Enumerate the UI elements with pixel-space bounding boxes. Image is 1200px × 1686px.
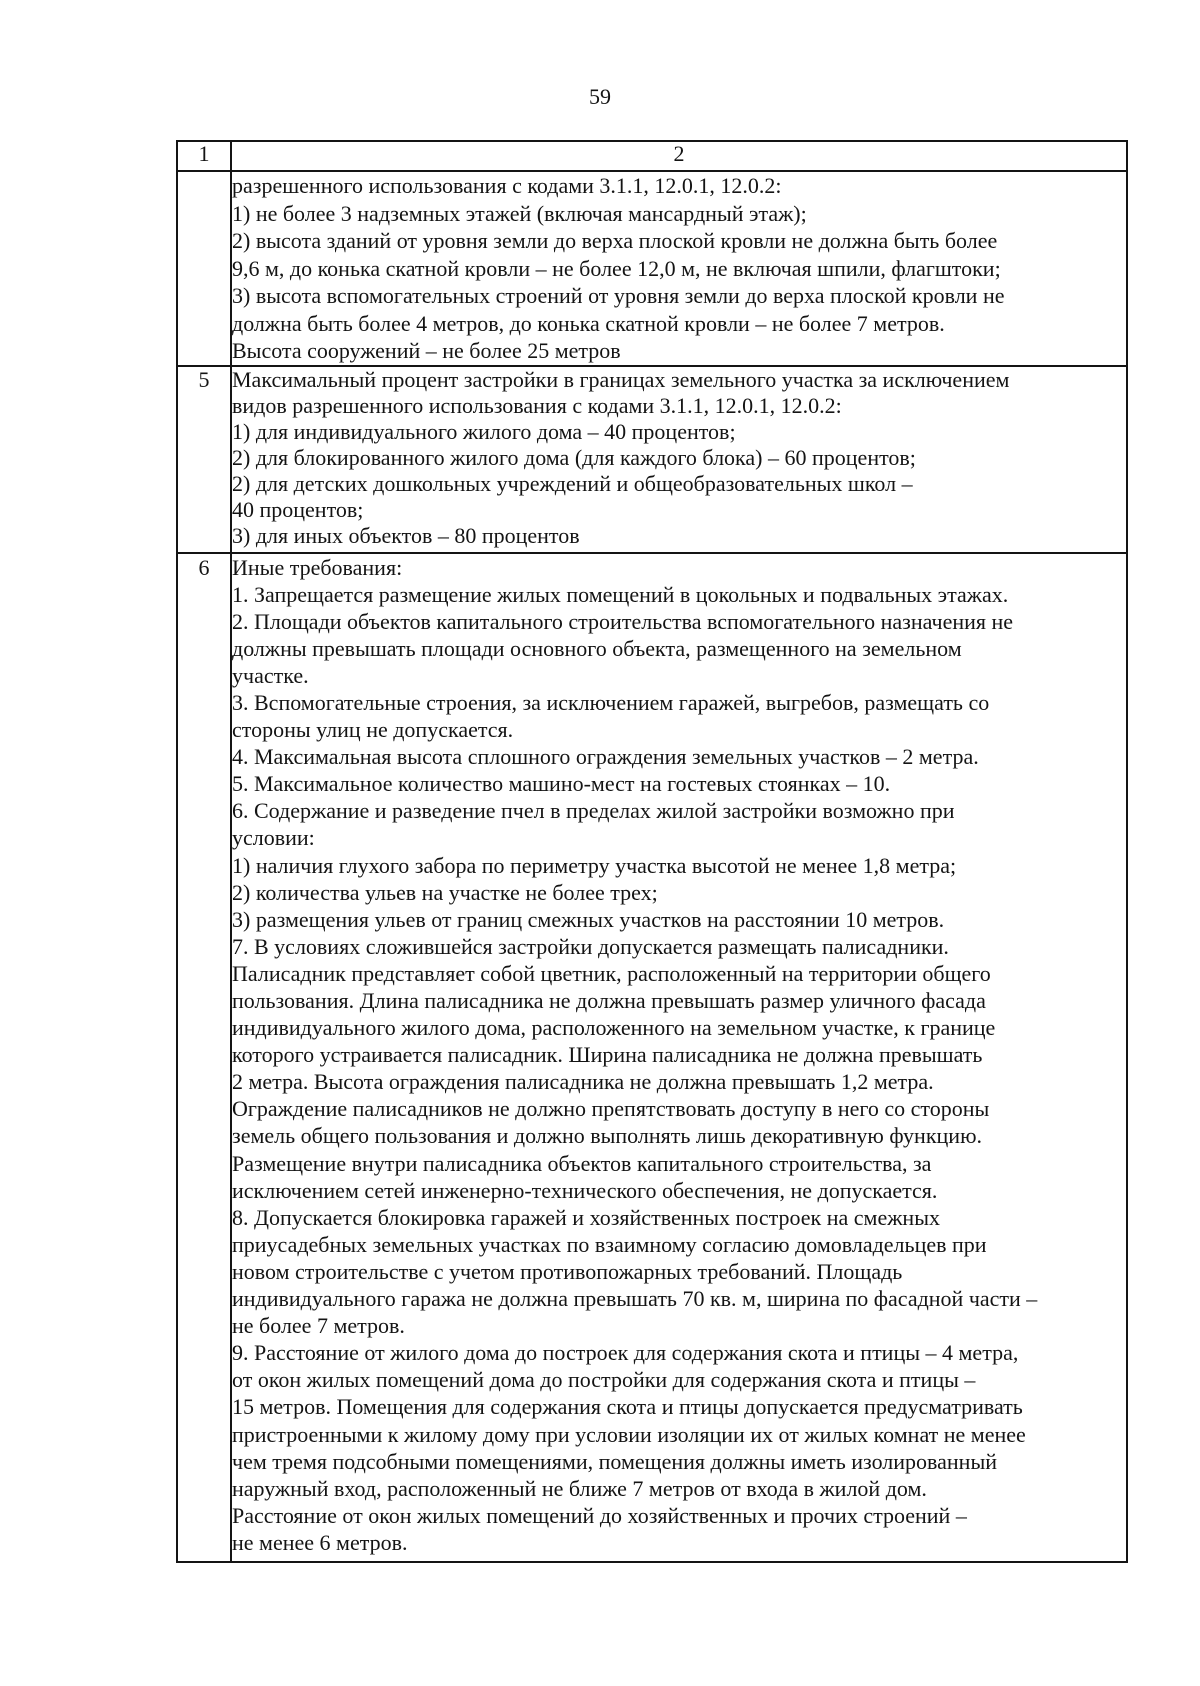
text-line: 1) не более 3 надземных этажей (включая мансардный этаж); [232, 200, 807, 226]
table-header-row [177, 141, 1127, 171]
text-line: не более 7 метров. [232, 1313, 405, 1339]
text-line: 5. Максимальное количество машино-мест на гостевых стоянках – 10. [232, 771, 891, 797]
text-line: должны превышать площади основного объекта, размещенного на земельном [232, 635, 962, 661]
text-line: приусадебных земельных участках по взаимному согласию домовладельцев при [232, 1231, 987, 1257]
text-line: условии: [232, 825, 315, 851]
text-line: индивидуального гаража не должна превышать 70 кв. м, ширина по фасадной части – [232, 1286, 1038, 1312]
text-line: 15 метров. Помещения для содержания скота и птицы допускается предусматривать [232, 1394, 1023, 1420]
requirements-table [176, 140, 1128, 1563]
text-line: разрешенного использования с кодами 3.1.1, 12.0.1, 12.0.2: [232, 173, 782, 198]
text-line: от окон жилых помещений дома до постройки для содержания скота и птицы – [232, 1367, 976, 1393]
text-line: пристроенными к жилому дому при условии изоляции их от жилых комнат не менее [232, 1421, 1026, 1447]
text-line: Ограждение палисадников не должно препятствовать доступу в него со стороны [232, 1096, 990, 1122]
text-line: 2) для детских дошкольных учреждений и общеобразовательных школ – [232, 470, 913, 496]
text-line: 4. Максимальная высота сплошного ограждения земельных участков – 2 метра. [232, 744, 979, 770]
text-line: участке. [232, 662, 309, 688]
text-line: исключением сетей инженерно-технического обеспечения, не допускается. [232, 1177, 938, 1203]
text-line: 3) для иных объектов – 80 процентов [232, 522, 580, 548]
row-content [231, 553, 1127, 1562]
row-number [177, 171, 231, 366]
text-line: 7. В условиях сложившейся застройки допускается размещать палисадники. [232, 933, 949, 959]
text-line: 1) для индивидуального жилого дома – 40 процентов; [232, 418, 736, 444]
text-line: 2 метра. Высота ограждения палисадника не должна превышать 1,2 метра. [232, 1069, 934, 1095]
row-number: 5 [177, 366, 231, 553]
table-row [177, 171, 1127, 366]
text-line: 2) высота зданий от уровня земли до верха плоской кровли не должна быть более [232, 228, 998, 253]
text-line: видов разрешенного использования с кодами 3.1.1, 12.0.1, 12.0.2: [232, 392, 842, 418]
text-line: Размещение внутри палисадника объектов капитального строительства, за [232, 1150, 932, 1176]
text-line: 2) количества ульев на участке не более трех; [232, 879, 658, 905]
text-line: 2. Площади объектов капитального строительства вспомогательного назначения не [232, 608, 1014, 634]
text-line: новом строительстве с учетом противопожарных требований. Площадь [232, 1258, 903, 1284]
text-line: Иные требования: [232, 554, 403, 580]
text-line: Максимальный процент застройки в границах земельного участка за исключением [232, 366, 1010, 392]
text-line: стороны улиц не допускается. [232, 717, 514, 743]
text-line: 1) наличия глухого забора по периметру участка высотой не менее 1,8 метра; [232, 852, 957, 878]
text-line: 3. Вспомогательные строения, за исключением гаражей, выгребов, размещать со [232, 689, 990, 715]
text-line: земель общего пользования и должно выполнять лишь декоративную функцию. [232, 1123, 982, 1149]
text-line: 1. Запрещается размещение жилых помещений в цокольных и подвальных этажах. [232, 581, 1009, 607]
text-line: 6. Содержание и разведение пчел в пределах жилой застройки возможно при [232, 798, 955, 824]
text-line: Палисадник представляет собой цветник, расположенный на территории общего [232, 960, 991, 986]
row-content [231, 366, 1127, 553]
text-line: индивидуального жилого дома, расположенного на земельном участке, к границе [232, 1015, 996, 1041]
text-line: 8. Допускается блокировка гаражей и хозяйственных построек на смежных [232, 1204, 940, 1230]
page-number: 59 [589, 84, 611, 109]
text-line: 3) размещения ульев от границ смежных участков на расстоянии 10 метров. [232, 906, 945, 932]
table-row [177, 366, 1127, 553]
text-line: 3) высота вспомогательных строений от уровня земли до верха плоской кровли не [232, 283, 1005, 308]
text-line: должна быть более 4 метров, до конька скатной кровли – не более 7 метров. [232, 310, 945, 336]
header-cell-content: 2 [231, 141, 1127, 171]
text-line: 2) для блокированного жилого дома (для каждого блока) – 60 процентов; [232, 444, 916, 470]
row-number: 6 [177, 553, 231, 1562]
text-line: чем тремя подсобными помещениями, помещения должны иметь изолированный [232, 1448, 998, 1474]
row-content [231, 171, 1127, 366]
text-line: не менее 6 метров. [232, 1529, 408, 1555]
text-line: которого устраивается палисадник. Ширина палисадника не должна превышать [232, 1042, 983, 1068]
table-row [177, 553, 1127, 1562]
text-line: 9,6 м, до конька скатной кровли – не более 12,0 м, не включая шпили, флагштоки; [232, 255, 1001, 281]
text-line: пользования. Длина палисадника не должна превышать размер уличного фасада [232, 988, 986, 1013]
header-cell-number: 1 [177, 141, 231, 171]
text-line: 40 процентов; [232, 496, 364, 522]
text-line: Расстояние от окон жилых помещений до хозяйственных и прочих строений – [232, 1502, 967, 1528]
text-line: наружный вход, расположенный не ближе 7 метров от входа в жилой дом. [232, 1475, 927, 1501]
text-line: Высота сооружений – не более 25 метров [232, 338, 621, 363]
text-line: 9. Расстояние от жилого дома до построек для содержания скота и птицы – 4 метра, [232, 1340, 1019, 1366]
